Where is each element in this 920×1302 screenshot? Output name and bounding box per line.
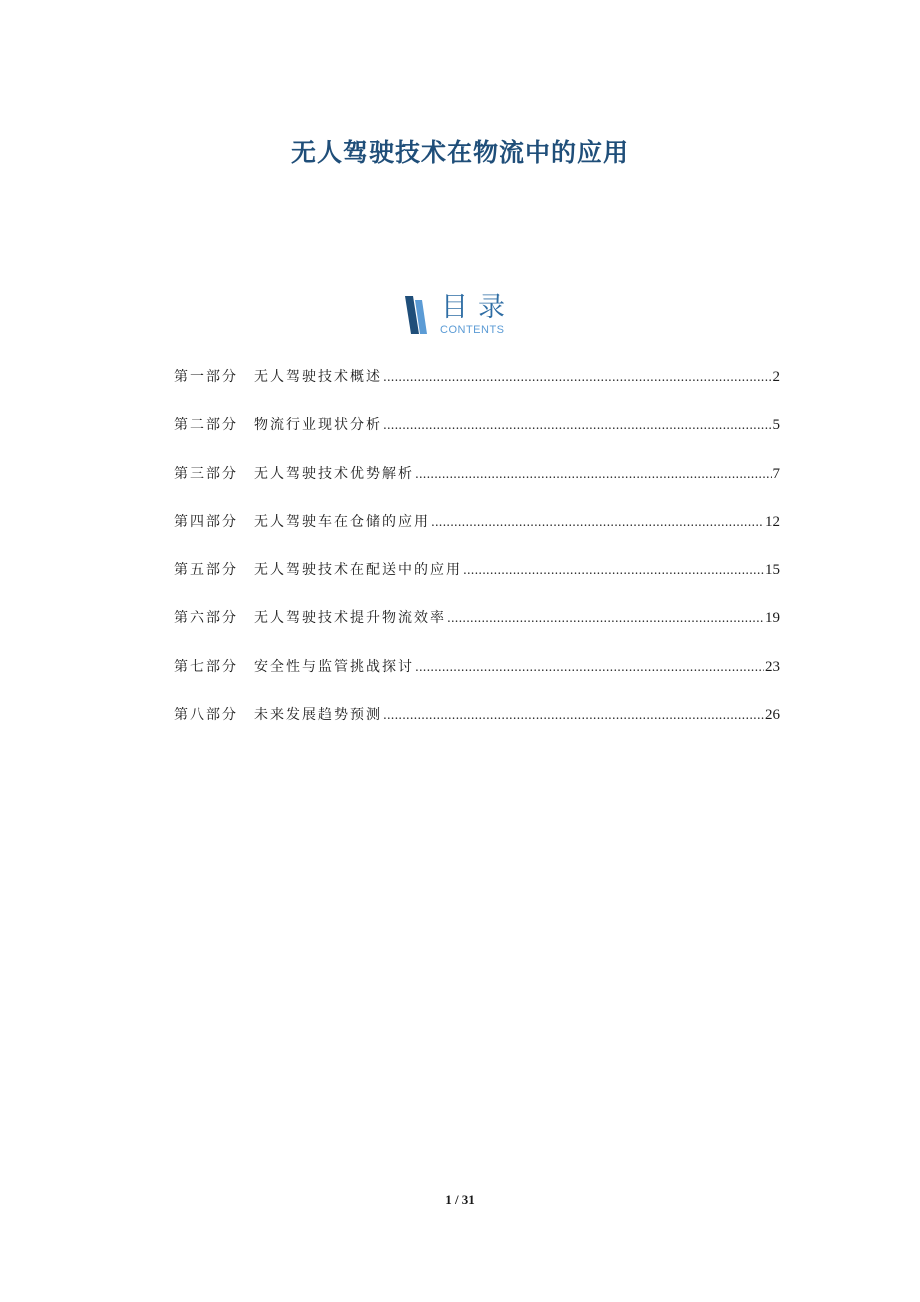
document-title: 无人驾驶技术在物流中的应用 (290, 137, 629, 167)
toc-heading: 目录 (441, 292, 515, 323)
toc-leader-dots (383, 414, 772, 436)
toc-entry[interactable] (174, 463, 780, 511)
toc-entry-part: 第一部分 (174, 369, 238, 385)
toc-entry[interactable] (174, 366, 780, 414)
toc-entry-part: 第五部分 (174, 562, 238, 579)
toc-entry-page: 7 (772, 465, 780, 482)
toc-entry-title: 未来发展趋势预测 (254, 707, 382, 724)
toc-leader-dots (415, 656, 764, 678)
toc-entry-page: 19 (765, 610, 780, 627)
toc-entry-part: 第四部分 (174, 513, 238, 530)
toc-entry[interactable] (174, 414, 780, 462)
toc-entry[interactable] (174, 511, 780, 559)
toc-entry[interactable] (174, 704, 780, 752)
toc-entry-part: 第七部分 (174, 658, 238, 675)
toc-entry-part: 第六部分 (174, 610, 238, 627)
toc-leader-dots (383, 704, 764, 726)
toc-entry-page: 26 (765, 707, 780, 724)
toc-leader-dots (383, 366, 772, 388)
toc-entry-part: 第二部分 (174, 417, 238, 434)
toc-entry-title: 物流行业现状分析 (254, 417, 382, 434)
toc-entry-title: 安全性与监管挑战探讨 (254, 658, 414, 675)
toc-entry-page: 15 (765, 562, 780, 579)
toc-entry[interactable] (174, 559, 780, 607)
toc-entry-title: 无人驾驶车在仓储的应用 (254, 513, 430, 530)
toc-header (405, 292, 525, 342)
toc-entry-part: 第八部分 (174, 707, 238, 724)
toc-logo-icon (405, 296, 431, 336)
toc-entry-part: 第三部分 (174, 465, 238, 482)
toc-leader-dots (415, 463, 772, 485)
toc-leader-dots (431, 511, 764, 533)
toc-leader-dots (463, 559, 764, 581)
toc-entry-page: 5 (772, 417, 780, 434)
toc-entry-title: 无人驾驶技术提升物流效率 (254, 610, 446, 627)
toc-entry[interactable] (174, 607, 780, 655)
toc-entry-title: 无人驾驶技术优势解析 (254, 465, 414, 482)
page-number: 1 / 31 (445, 1192, 475, 1207)
toc-entry-page: 2 (772, 369, 780, 385)
toc-entry-title: 无人驾驶技术概述 (254, 369, 382, 385)
toc-entry[interactable] (174, 656, 780, 704)
toc-entry-page: 23 (765, 658, 780, 675)
toc-entry-page: 12 (765, 513, 780, 530)
toc-entry-title: 无人驾驶技术在配送中的应用 (254, 562, 462, 579)
toc-subheading: CONTENTS (440, 324, 505, 336)
toc-leader-dots (447, 607, 764, 629)
toc-list (174, 366, 780, 752)
